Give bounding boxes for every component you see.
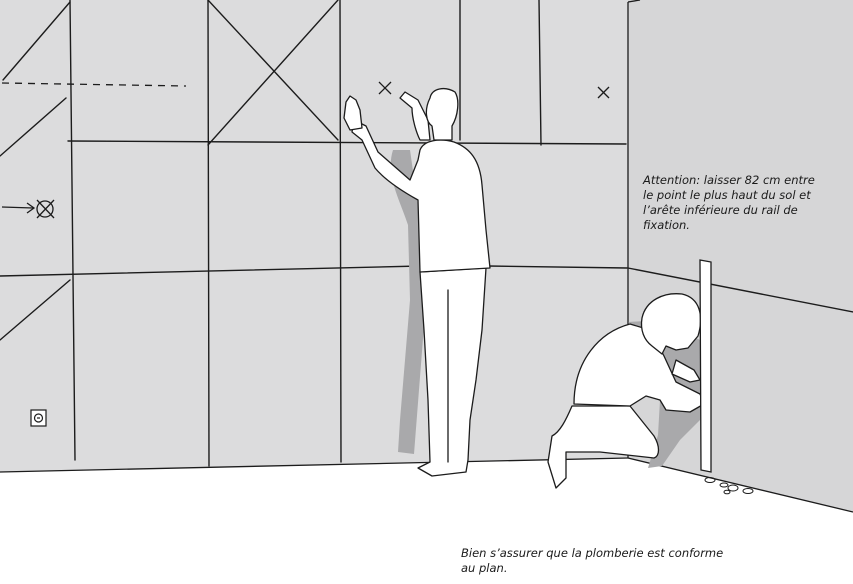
attention-note-line: fixation. bbox=[643, 218, 690, 232]
attention-note-line: l’arête inférieure du rail de bbox=[643, 203, 798, 217]
socket-icon bbox=[31, 410, 46, 426]
plumbing-note-line: Bien s’assurer que la plomberie est conforme bbox=[461, 546, 724, 560]
plumbing-note bbox=[461, 546, 751, 576]
attention-note bbox=[643, 173, 833, 233]
attention-note-line: Attention: laisser 82 cm entre bbox=[643, 173, 815, 187]
spirit-level bbox=[700, 260, 711, 472]
attention-note-line: le point le plus haut du sol et bbox=[643, 188, 811, 202]
plumbing-note-line: au plan. bbox=[461, 561, 508, 575]
